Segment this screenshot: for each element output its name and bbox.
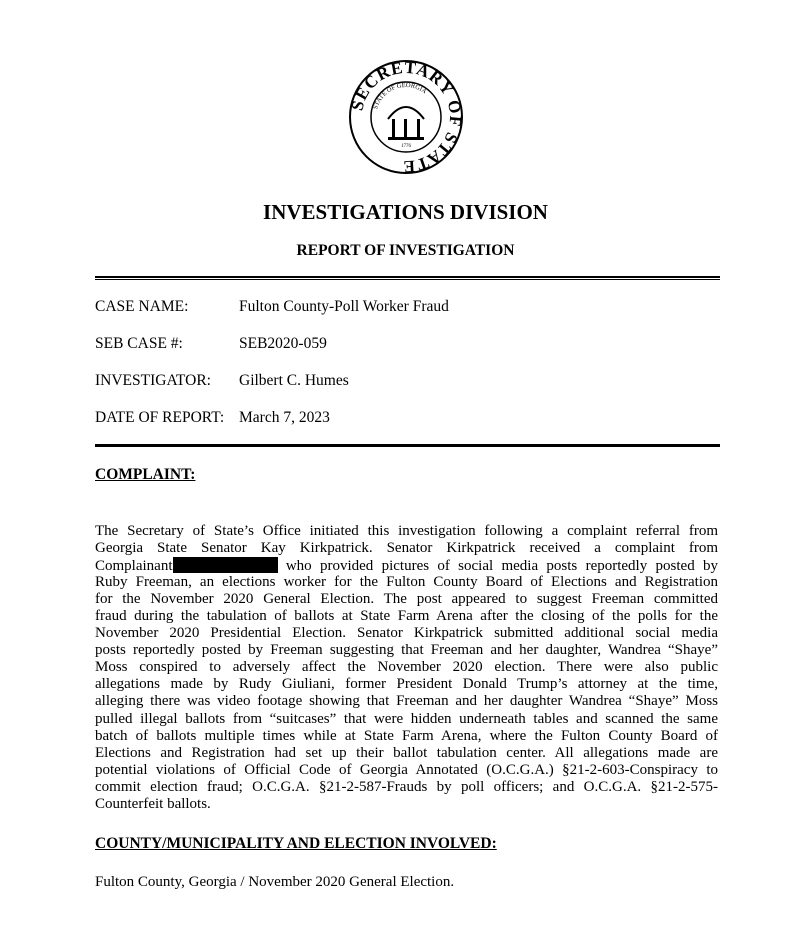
- paragraph-text: who provided pictures of social media posts reportedly posted by: [285, 558, 718, 575]
- date-of-report-field: [95, 409, 330, 427]
- paragraph-line: Moss conspired to adversely affect the November 2020 election. There were also public: [95, 659, 718, 676]
- division-title: INVESTIGATIONS DIVISION: [263, 200, 548, 224]
- field-value: Gilbert C. Humes: [239, 372, 349, 389]
- svg-text:1776: 1776: [401, 144, 411, 149]
- secretary-of-state-seal: [348, 59, 464, 175]
- paragraph-line: batch of ballots multiple times while at State Farm Arena, where the Fulton County Board of: [95, 727, 718, 744]
- paragraph-line: allegations made by Rudy Giuliani, former President Donald Trump’s attorney at the time,: [95, 676, 718, 693]
- paragraph-line: Ruby Freeman, an elections worker for the Fulton County Board of Elections and Registration: [95, 574, 718, 591]
- paragraph-line: alleging there was video footage showing that Freeman and her daughter Wandrea “Shaye” Moss: [95, 693, 718, 710]
- paragraph-line: Counterfeit ballots.: [95, 795, 211, 812]
- investigator-field: [95, 372, 349, 390]
- field-label: CASE NAME:: [95, 298, 189, 315]
- paragraph-line: Georgia State Senator Kay Kirkpatrick. Senator Kirkpatrick received a complaint from: [95, 540, 718, 557]
- complaint-paragraph: [95, 523, 718, 813]
- svg-text:SECRETARY OF STATE: SECRETARY OF STATE: [348, 59, 464, 175]
- county-text: Fulton County, Georgia / November 2020 General Election.: [95, 874, 455, 890]
- field-label: INVESTIGATOR:: [95, 372, 211, 389]
- case-name-field: [95, 298, 449, 316]
- seb-case-number-field: [95, 335, 327, 353]
- county-heading: COUNTY/MUNICIPALITY AND ELECTION INVOLVED:: [95, 835, 497, 852]
- complainant-label: Complainant: [95, 558, 173, 575]
- field-label: DATE OF REPORT:: [95, 409, 225, 426]
- paragraph-line: commit election fraud; O.C.G.A. §21-2-587-Frauds by poll officers; and O.C.G.A. §21-2-575-: [95, 778, 718, 795]
- field-label: SEB CASE #:: [95, 335, 183, 352]
- paragraph-line: The Secretary of State’s Office initiated this investigation following a complaint referral from: [95, 523, 718, 539]
- paragraph-line: [95, 557, 718, 574]
- svg-text:STATE OF GEORGIA: STATE OF GEORGIA: [372, 81, 428, 111]
- field-value: March 7, 2023: [239, 409, 330, 426]
- thick-rule-divider: [95, 444, 720, 447]
- paragraph-line: posts reportedly posted by Freeman suggesting that Freeman and her daughter, Wandrea “Shaye”: [95, 642, 718, 659]
- redacted-name: [173, 557, 278, 573]
- paragraph-line: pulled illegal ballots from “suitcases” that were hidden underneath tables and scanned the same: [95, 710, 718, 727]
- double-rule-divider: [95, 276, 720, 280]
- report-title: REPORT OF INVESTIGATION: [296, 242, 515, 259]
- field-value: Fulton County-Poll Worker Fraud: [239, 298, 449, 315]
- paragraph-line: potential violations of Official Code of Georgia Annotated (O.C.G.A.) §21-2-603-Conspiracy to: [95, 761, 718, 778]
- complaint-heading: COMPLAINT:: [95, 466, 196, 483]
- field-value: SEB2020-059: [239, 335, 327, 352]
- paragraph-line: fraud during the tabulation of ballots at State Farm Arena after the closing of the polls for the: [95, 608, 718, 625]
- paragraph-line: Elections and Registration had set up their ballot tabulation center. All allegations made are: [95, 744, 718, 761]
- paragraph-line: for the November 2020 General Election. The post appeared to suggest Freeman committed: [95, 591, 718, 608]
- paragraph-line: November 2020 Presidential Election. Senator Kirkpatrick submitted additional social media: [95, 625, 718, 642]
